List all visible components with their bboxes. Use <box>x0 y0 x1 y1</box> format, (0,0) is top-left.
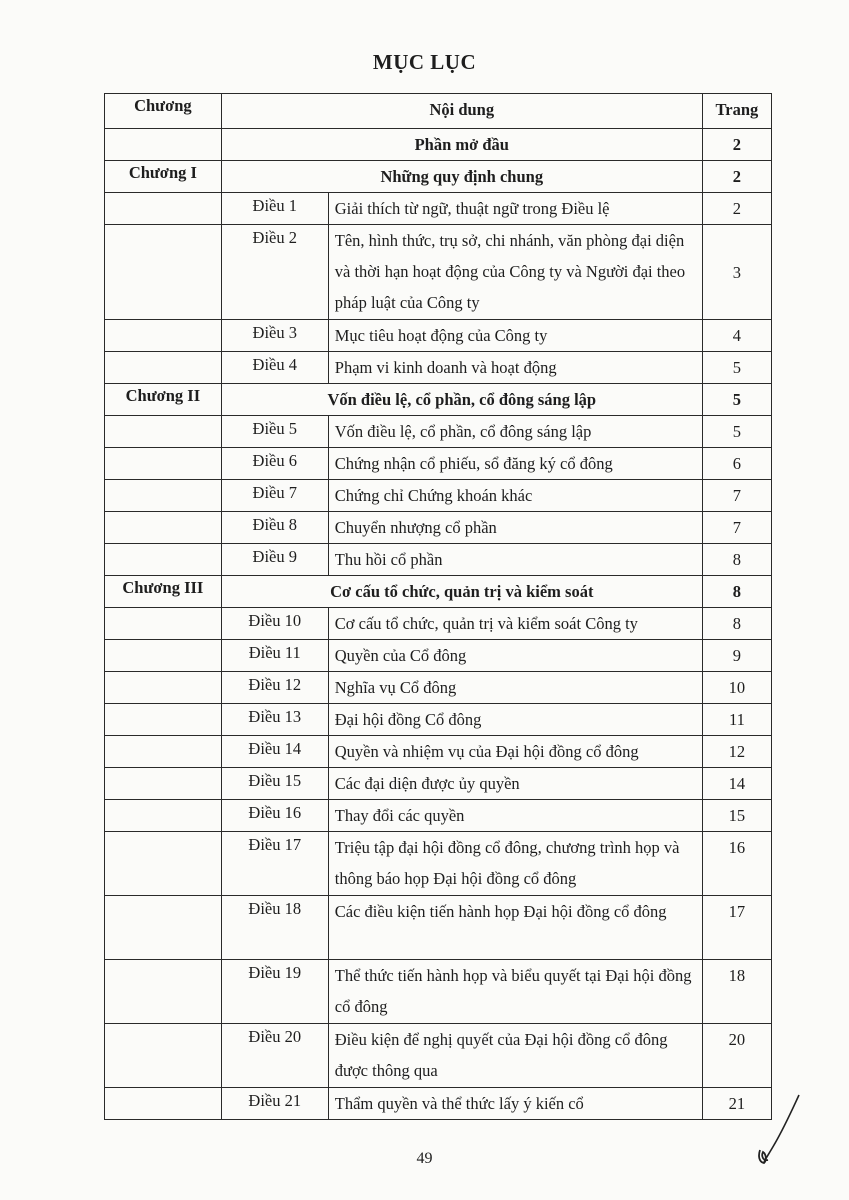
chapter-cell <box>105 704 222 736</box>
chapter-cell <box>105 960 222 1024</box>
article-label: Điều 2 <box>221 225 328 320</box>
article-title: Chứng nhận cổ phiếu, sổ đăng ký cổ đông <box>328 448 702 480</box>
toc-row <box>105 704 772 736</box>
page-number-cell: 2 <box>702 161 771 193</box>
toc-row <box>105 896 772 960</box>
article-title: Vốn điều lệ, cổ phần, cổ đông sáng lập <box>328 416 702 448</box>
chapter-label: Chương III <box>105 576 222 608</box>
article-label: Điều 6 <box>221 448 328 480</box>
toc-row <box>105 672 772 704</box>
chapter-cell <box>105 129 222 161</box>
article-label: Điều 21 <box>221 1088 328 1120</box>
toc-row <box>105 576 772 608</box>
chapter-cell <box>105 736 222 768</box>
chapter-cell <box>105 480 222 512</box>
toc-row <box>105 193 772 225</box>
article-title: Giải thích từ ngữ, thuật ngữ trong Điều lệ <box>328 193 702 225</box>
article-label: Điều 13 <box>221 704 328 736</box>
toc-row <box>105 768 772 800</box>
chapter-cell <box>105 448 222 480</box>
article-title: Mục tiêu hoạt động của Công ty <box>328 320 702 352</box>
article-title: Cơ cấu tổ chức, quản trị và kiểm soát Công ty <box>328 608 702 640</box>
toc-row <box>105 320 772 352</box>
chapter-cell <box>105 1024 222 1088</box>
article-title: Phạm vi kinh doanh và hoạt động <box>328 352 702 384</box>
article-title: Thẩm quyền và thể thức lấy ý kiến cổ <box>328 1088 702 1120</box>
article-label: Điều 20 <box>221 1024 328 1088</box>
page-number-cell: 6 <box>702 448 771 480</box>
page-number-cell: 15 <box>702 800 771 832</box>
article-label: Điều 16 <box>221 800 328 832</box>
chapter-label: Chương II <box>105 384 222 416</box>
toc-row <box>105 832 772 896</box>
chapter-cell <box>105 768 222 800</box>
chapter-cell <box>105 800 222 832</box>
chapter-cell <box>105 512 222 544</box>
article-title: Triệu tập đại hội đồng cổ đông, chương trình họp và thông báo họp Đại hội đồng cổ đông <box>328 832 702 896</box>
page-number-cell: 11 <box>702 704 771 736</box>
section-title: Phần mở đầu <box>221 129 702 161</box>
page-number-cell: 8 <box>702 608 771 640</box>
article-label: Điều 5 <box>221 416 328 448</box>
article-title: Tên, hình thức, trụ sở, chi nhánh, văn phòng đại diện và thời hạn hoạt động của Công ty và Người đại theo pháp luật của Công ty <box>328 225 702 320</box>
chapter-cell <box>105 608 222 640</box>
chapter-cell <box>105 1088 222 1120</box>
toc-row <box>105 1088 772 1120</box>
toc-row <box>105 608 772 640</box>
article-title: Chuyển nhượng cổ phần <box>328 512 702 544</box>
page-number-cell: 21 <box>702 1088 771 1120</box>
page-number-cell: 16 <box>702 832 771 896</box>
page-number-cell: 7 <box>702 480 771 512</box>
page-number-cell: 9 <box>702 640 771 672</box>
article-title: Đại hội đồng Cổ đông <box>328 704 702 736</box>
page-number-cell: 7 <box>702 512 771 544</box>
article-title: Các điều kiện tiến hành họp Đại hội đồng cổ đông <box>328 896 702 960</box>
article-label: Điều 4 <box>221 352 328 384</box>
chapter-cell <box>105 896 222 960</box>
article-label: Điều 7 <box>221 480 328 512</box>
header-content: Nội dung <box>221 94 702 129</box>
header-chapter: Chương <box>105 94 222 129</box>
page-title: MỤC LỤC <box>372 50 477 74</box>
article-title: Điều kiện để nghị quyết của Đại hội đồng cổ đông được thông qua <box>328 1024 702 1088</box>
article-label: Điều 17 <box>221 832 328 896</box>
page-number-cell: 3 <box>702 225 771 320</box>
article-label: Điều 15 <box>221 768 328 800</box>
page-number: 49 <box>416 1150 433 1167</box>
toc-row <box>105 640 772 672</box>
chapter-cell <box>105 672 222 704</box>
chapter-cell <box>105 640 222 672</box>
chapter-cell <box>105 832 222 896</box>
page-number-cell: 5 <box>702 384 771 416</box>
article-title: Nghĩa vụ Cổ đông <box>328 672 702 704</box>
page-number-cell: 14 <box>702 768 771 800</box>
article-title: Thu hồi cổ phần <box>328 544 702 576</box>
page-number-cell: 5 <box>702 352 771 384</box>
toc-row <box>105 384 772 416</box>
page-number-cell: 2 <box>702 193 771 225</box>
article-title: Quyền và nhiệm vụ của Đại hội đồng cổ đông <box>328 736 702 768</box>
article-label: Điều 9 <box>221 544 328 576</box>
toc-header-row <box>105 94 772 129</box>
article-label: Điều 8 <box>221 512 328 544</box>
page-number-cell: 2 <box>702 129 771 161</box>
toc-table <box>104 93 772 1120</box>
header-page: Trang <box>702 94 771 129</box>
page-number-cell: 8 <box>702 544 771 576</box>
page-number-cell: 12 <box>702 736 771 768</box>
chapter-cell <box>105 320 222 352</box>
toc-row <box>105 416 772 448</box>
page-number-cell: 8 <box>702 576 771 608</box>
article-label: Điều 10 <box>221 608 328 640</box>
page-number-cell: 5 <box>702 416 771 448</box>
chapter-cell <box>105 544 222 576</box>
article-title: Thể thức tiến hành họp và biểu quyết tại Đại hội đồng cổ đông <box>328 960 702 1024</box>
chapter-title: Những quy định chung <box>221 161 702 193</box>
page-number-cell: 17 <box>702 896 771 960</box>
article-label: Điều 14 <box>221 736 328 768</box>
toc-row <box>105 736 772 768</box>
article-label: Điều 1 <box>221 193 328 225</box>
page-number-cell: 10 <box>702 672 771 704</box>
chapter-title: Vốn điều lệ, cổ phần, cổ đông sáng lập <box>221 384 702 416</box>
toc-row <box>105 544 772 576</box>
page-number-cell: 18 <box>702 960 771 1024</box>
toc-row <box>105 960 772 1024</box>
page-number-cell: 20 <box>702 1024 771 1088</box>
toc-row <box>105 480 772 512</box>
article-label: Điều 12 <box>221 672 328 704</box>
chapter-cell <box>105 352 222 384</box>
article-title: Quyền của Cổ đông <box>328 640 702 672</box>
toc-row <box>105 448 772 480</box>
toc-row <box>105 161 772 193</box>
chapter-cell <box>105 193 222 225</box>
article-title: Các đại diện được ủy quyền <box>328 768 702 800</box>
article-title: Chứng chỉ Chứng khoán khác <box>328 480 702 512</box>
article-label: Điều 11 <box>221 640 328 672</box>
chapter-title: Cơ cấu tổ chức, quản trị và kiểm soát <box>221 576 702 608</box>
chapter-label: Chương I <box>105 161 222 193</box>
article-label: Điều 3 <box>221 320 328 352</box>
toc-row <box>105 800 772 832</box>
chapter-cell <box>105 416 222 448</box>
article-title: Thay đổi các quyền <box>328 800 702 832</box>
toc-row <box>105 352 772 384</box>
article-label: Điều 18 <box>221 896 328 960</box>
article-label: Điều 19 <box>221 960 328 1024</box>
toc-row <box>105 512 772 544</box>
chapter-cell <box>105 225 222 320</box>
toc-row <box>105 129 772 161</box>
page-number-cell: 4 <box>702 320 771 352</box>
signature-mark <box>754 1090 804 1170</box>
toc-row <box>105 1024 772 1088</box>
toc-row <box>105 225 772 320</box>
